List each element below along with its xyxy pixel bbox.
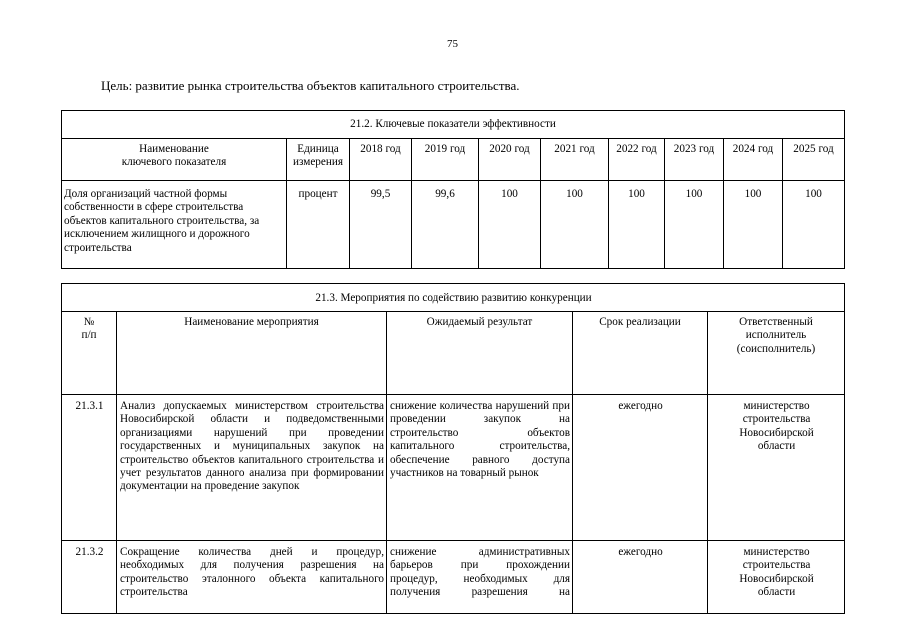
kpi-header-year: 2022 год: [609, 139, 665, 181]
measure-number: 21.3.2: [62, 541, 117, 614]
measures-header-result: Ожидаемый результат: [387, 312, 573, 395]
measure-name: Анализ допускаемых министерством строительства Новосибирской области и подведомственными организациями нарушений при проведении государственных и муниципальных закупок на строительство объектов капитального строительства и учет результатов данного анализа при формировании документации на проведение закупок: [117, 395, 387, 541]
goal-statement: Цель: развитие рынка строительства объектов капитального строительства.: [101, 78, 520, 93]
measure-name: Сокращение количества дней и процедур, необходимых для получения разрешения на строительство эталонного объекта капитального строительства: [117, 541, 387, 614]
kpi-header-year: 2020 год: [479, 139, 541, 181]
kpi-value: 100: [479, 181, 541, 269]
page-number: 75: [447, 38, 458, 50]
kpi-header-year: 2019 год: [412, 139, 479, 181]
measure-term: ежегодно: [573, 541, 708, 614]
kpi-header-unit: Единица измерения: [287, 139, 350, 181]
measures-header-name: Наименование мероприятия: [117, 312, 387, 395]
measures-header-num: № п/п: [62, 312, 117, 395]
kpi-value: 100: [665, 181, 724, 269]
kpi-value: 99,5: [350, 181, 412, 269]
kpi-value: 100: [609, 181, 665, 269]
kpi-table: [61, 110, 845, 269]
kpi-table-header: [62, 139, 845, 181]
measures-header-term: Срок реализации: [573, 312, 708, 395]
kpi-header-year: 2025 год: [783, 139, 845, 181]
measure-term: ежегодно: [573, 395, 708, 541]
kpi-header-year: 2021 год: [541, 139, 609, 181]
kpi-header-year: 2018 год: [350, 139, 412, 181]
measure-executor: министерство строительства Новосибирской области: [708, 395, 845, 541]
measures-table-header: [62, 312, 845, 395]
kpi-indicator-name: Доля организаций частной формы собственности в сфере строительства объектов капитального строительства, за исключением жилищного и дорожного строительства: [62, 181, 287, 269]
kpi-indicator-unit: процент: [287, 181, 350, 269]
measure-number: 21.3.1: [62, 395, 117, 541]
kpi-header-name: Наименование ключевого показателя: [62, 139, 287, 181]
measure-row: [62, 395, 845, 541]
measures-table-caption: 21.3. Мероприятия по содействию развитию конкуренции: [62, 284, 845, 312]
measures-table: [61, 283, 845, 614]
kpi-header-year: 2023 год: [665, 139, 724, 181]
kpi-header-year: 2024 год: [724, 139, 783, 181]
kpi-row: [62, 181, 845, 269]
kpi-value: 100: [783, 181, 845, 269]
kpi-table-caption: 21.2. Ключевые показатели эффективности: [62, 111, 845, 139]
kpi-value: 99,6: [412, 181, 479, 269]
measure-row: [62, 541, 845, 614]
kpi-value: 100: [724, 181, 783, 269]
measure-result: снижение количества нарушений при проведении закупок на строительство объектов капитального строительства, обеспечение равного доступа участников на товарный рынок: [387, 395, 573, 541]
measure-executor: министерство строительства Новосибирской области: [708, 541, 845, 614]
measures-header-executor: Ответственный исполнитель (соисполнитель): [708, 312, 845, 395]
kpi-value: 100: [541, 181, 609, 269]
measure-result: снижение административных барьеров при прохождении процедур, необходимых для получения разрешения на: [387, 541, 573, 614]
